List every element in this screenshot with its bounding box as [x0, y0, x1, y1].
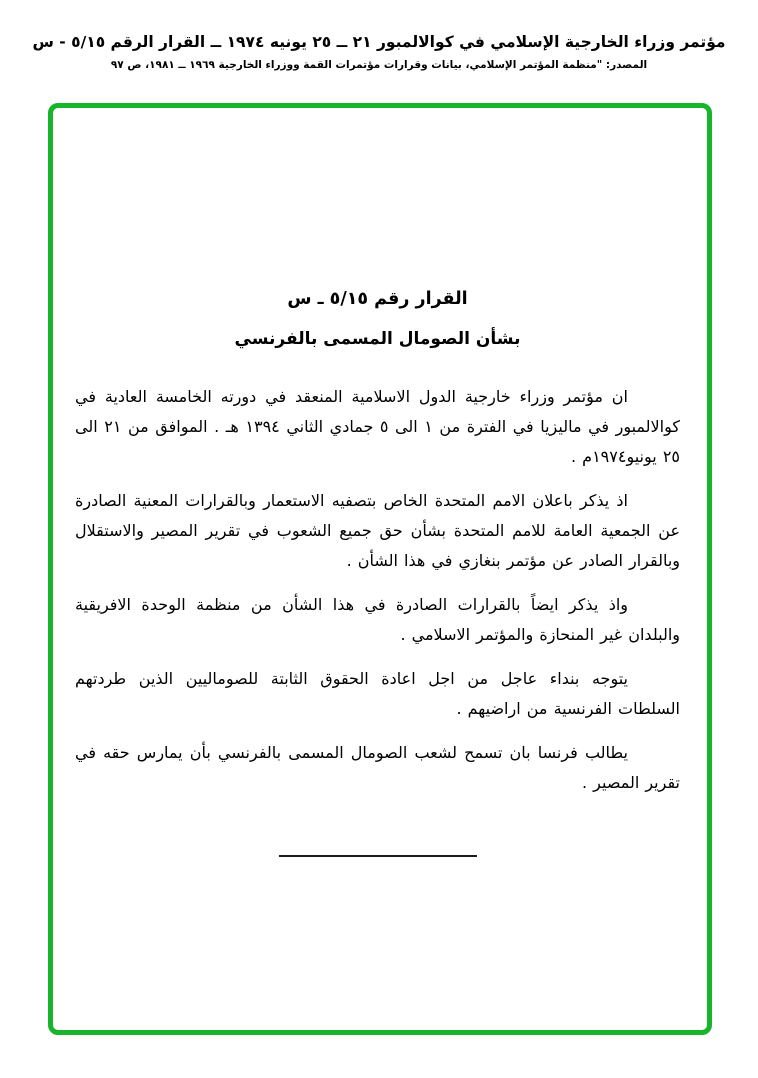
resolution-paragraph-appeal: يتوجه بنداء عاجل من اجل اعادة الحقوق الثابتة للصوماليين الذين طردتهم السلطات الفرنسية من اراضيهم .	[75, 669, 680, 718]
resolution-paragraph-recalling-oau: واذ يذكر ايضاً بالقرارات الصادرة في هذا الشأن من منظمة الوحدة الافريقية والبلدان غير المنحازة والمؤتمر الاسلامي .	[75, 595, 680, 644]
resolution-paragraph-demand: يطالب فرنسا بان تسمح لشعب الصومال المسمى بالفرنسي بأن يمارس حقه في تقرير المصير .	[75, 743, 680, 792]
resolution-number-title: القرار رقم ٥/١٥ ـ س	[287, 289, 468, 309]
resolution-paragraph-preamble: ان مؤتمر وزراء خارجية الدول الاسلامية المنعقد في دورته الخامسة العادية في كوالالمبور في ماليزيا في الفترة من ١ الى ٥ جمادي الثاني ١٣٩٤ هـ . الموافق من ٢١ الى ٢٥ يونيو١٩٧٤م .	[75, 387, 681, 466]
resolution-subject-title: بشأن الصومال المسمى بالفرنسي	[234, 329, 521, 349]
resolution-paragraph-recalling-un: اذ يذكر باعلان الامم المتحدة الخاص بتصفيه الاستعمار وبالقرارات المعنية الصادرة عن الجمعية العامة للامم المتحدة بشأن حق جميع الشعوب في تقرير المصير والاستقلال وبالقرار الصادر عن مؤتمر بنغازي في هذا الشأن .	[75, 491, 680, 570]
document-source-citation: المصدر: "منظمة المؤتمر الإسلامي، بيانات وقرارات مؤتمرات القمة ووزراء الخارجية ١٩٦٩ ــ ١٩٨١، ص ٩٧	[110, 59, 648, 71]
resolution-body	[75, 286, 680, 857]
end-divider-line	[279, 855, 477, 857]
document-source-title: مؤتمر وزراء الخارجية الإسلامي في كوالالمبور ٢١ ــ ٢٥ يونيه ١٩٧٤ ــ القرار الرقم ٥/١٥ - س	[32, 33, 726, 51]
document-header	[0, 30, 758, 73]
document-frame-border	[48, 103, 712, 1035]
